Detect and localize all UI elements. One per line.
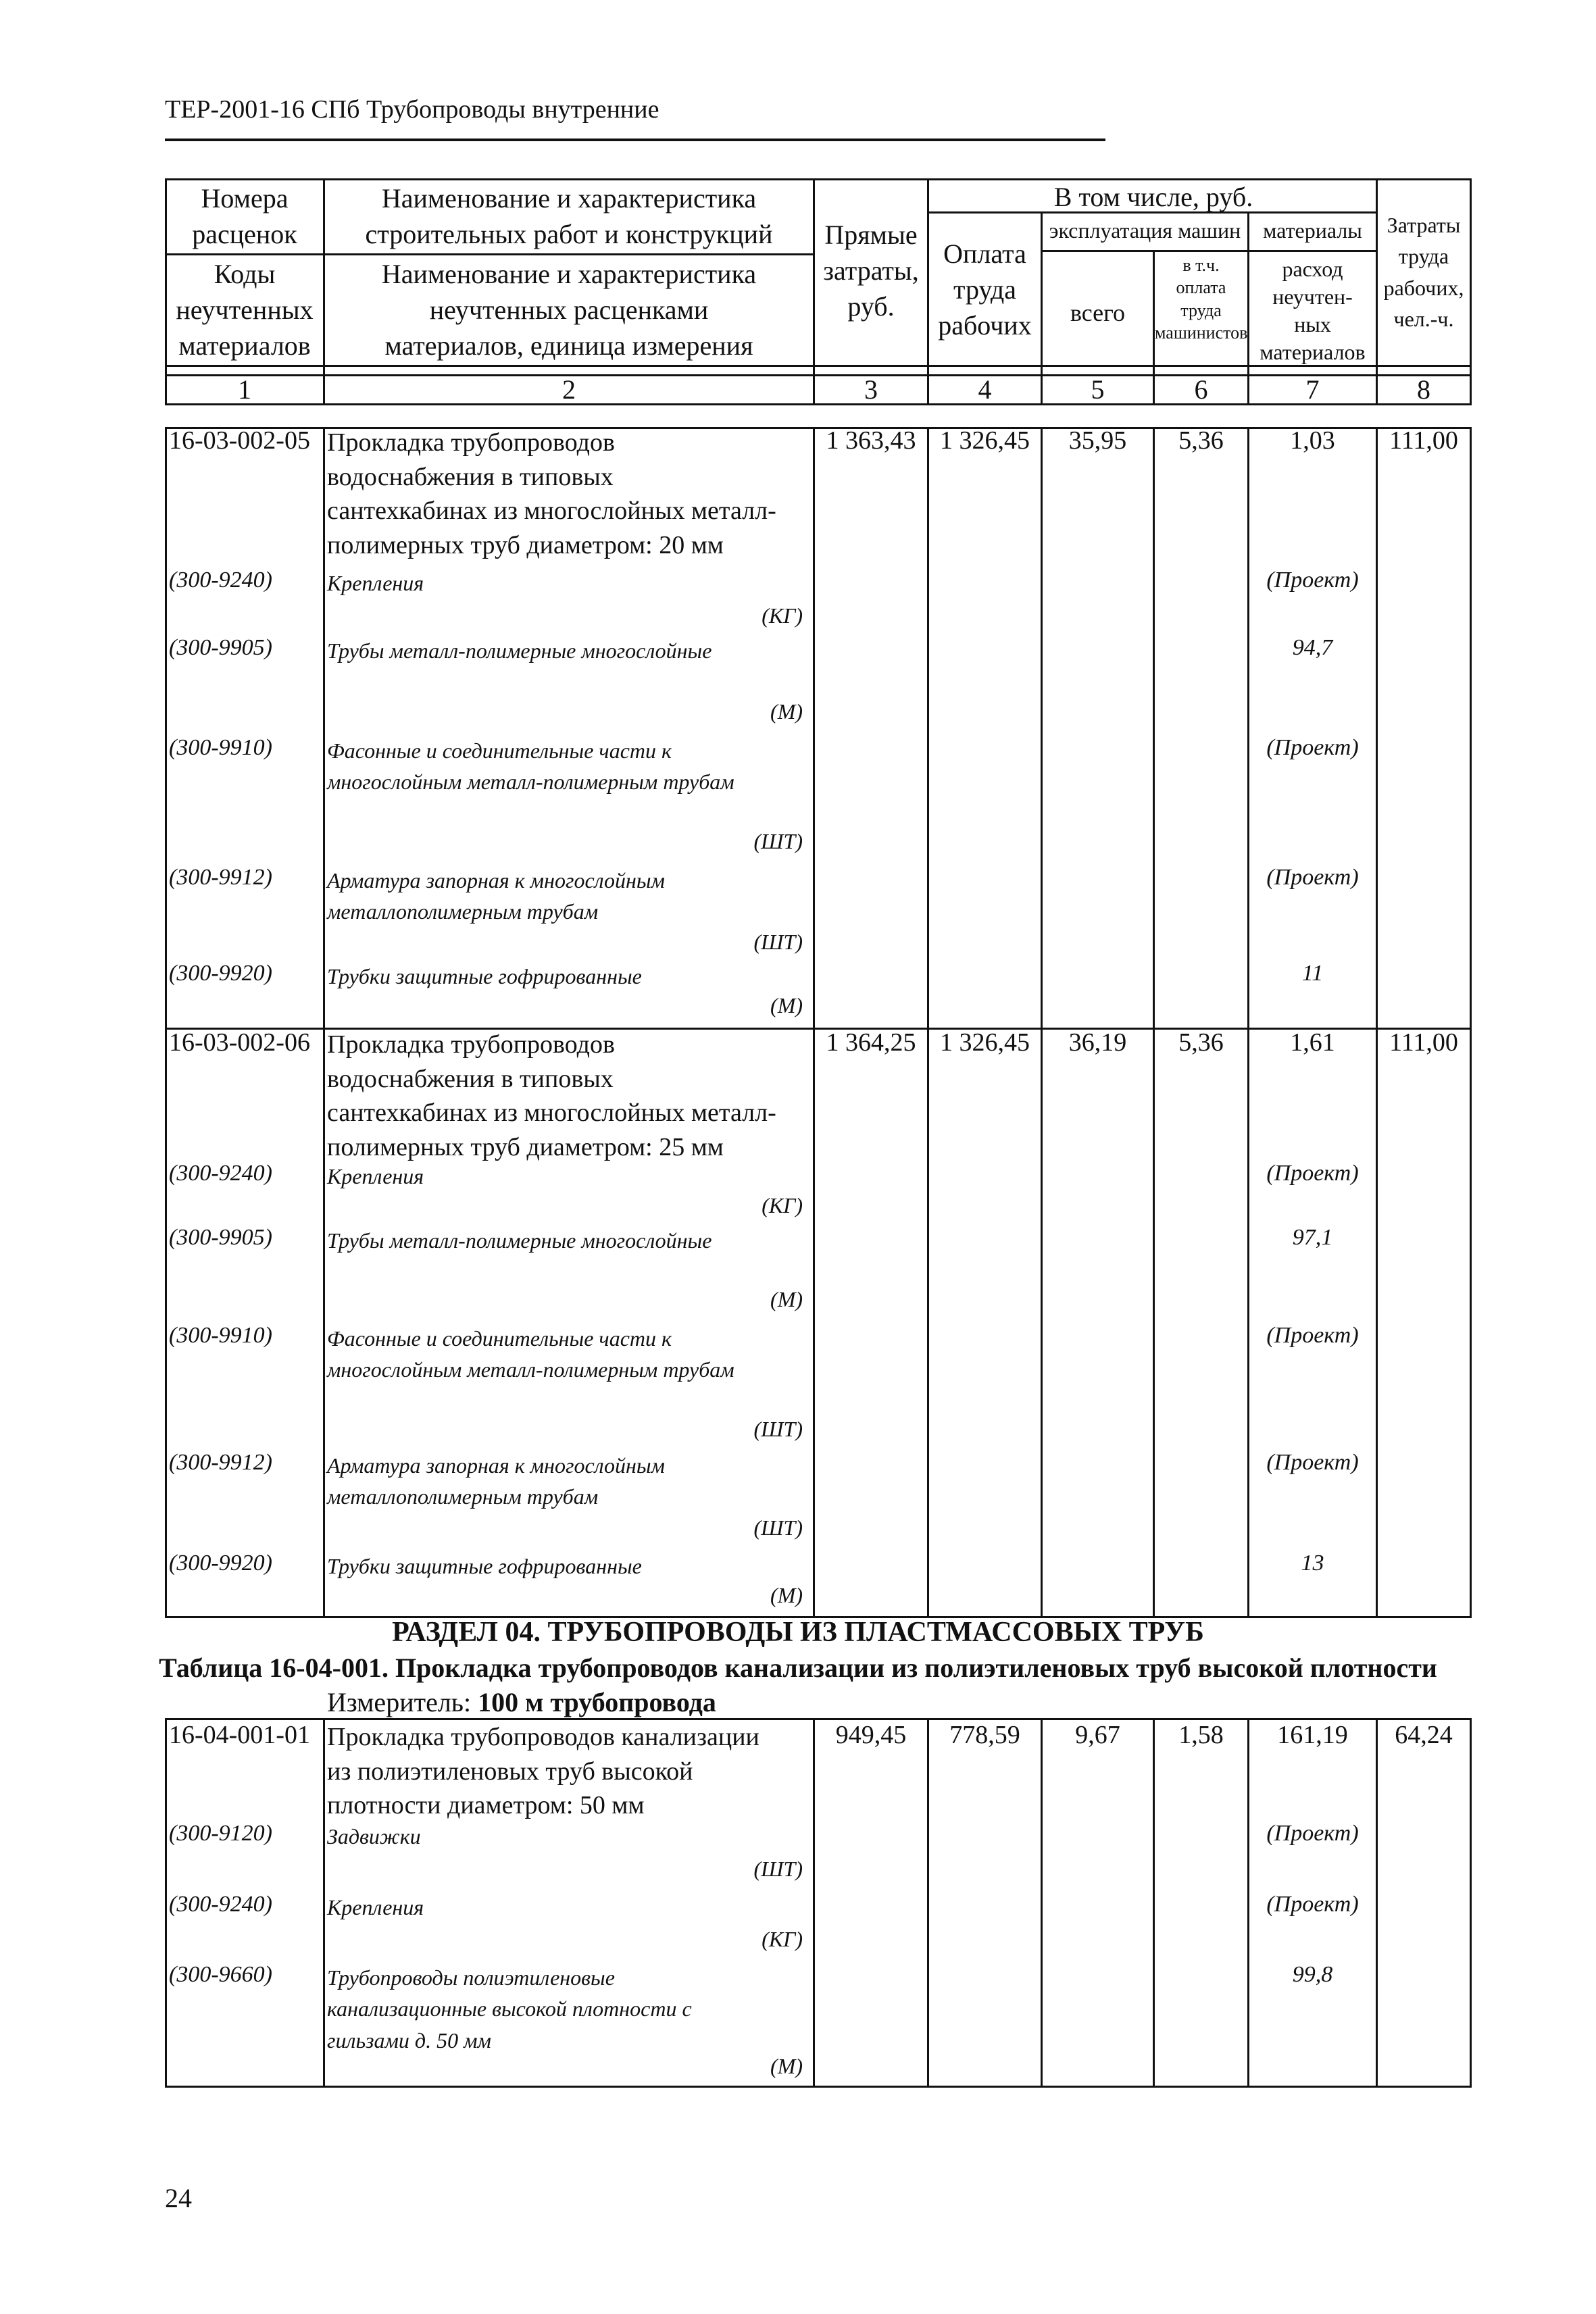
material-unit: (ШТ)	[753, 930, 803, 954]
rate-code: 16-03-002-06	[169, 1028, 310, 1057]
labor-pay: 1 326,45	[940, 426, 1030, 455]
block1-vline-6	[1247, 427, 1249, 1617]
section-title: РАЗДЕЛ 04. ТРУБОПРОВОДЫ ИЗ ПЛАСТМАССОВЫХ ТРУБ	[392, 1617, 1204, 1648]
block1-vline-8	[1470, 427, 1472, 1617]
material-consumption: 11	[1301, 961, 1324, 986]
rate-name: Прокладка трубопроводов водоснабжения в типовых сантехкабинах из многослойных металл- полимерных труб диаметром: 20 мм	[327, 428, 776, 559]
col-number-7: 7	[1305, 374, 1320, 405]
machines-total: 36,19	[1068, 1028, 1127, 1057]
col-number-2: 2	[562, 374, 576, 405]
material-consumption: 97,1	[1292, 1225, 1333, 1250]
rate-code: 16-04-001-01	[169, 1721, 310, 1749]
labor-hours: 111,00	[1389, 426, 1458, 455]
col-number-6: 6	[1194, 374, 1208, 405]
material-unit: (КГ)	[762, 1927, 803, 1951]
material-code: (300-9910)	[169, 735, 272, 760]
page-number: 24	[165, 2183, 192, 2213]
material-code: (300-9240)	[169, 568, 272, 593]
block2-vline-8	[1470, 1718, 1472, 2088]
labor-pay: 778,59	[949, 1721, 1020, 1749]
material-unit: (М)	[770, 2054, 803, 2078]
material-unit: (КГ)	[762, 603, 803, 628]
header-vline-8	[1470, 178, 1472, 405]
rate-name: Прокладка трубопроводов канализации из полиэтиленовых труб высокой плотности диаметром: 50 мм	[327, 1723, 759, 1820]
material-name: Трубы металл-полимерные многослойные	[327, 638, 712, 663]
material-unit: (М)	[770, 699, 803, 724]
block2-vline-7	[1376, 1718, 1378, 2088]
block2-vline-0	[165, 1718, 167, 2088]
material-consumption: 94,7	[1292, 635, 1333, 660]
labor-pay: 1 326,45	[940, 1028, 1030, 1057]
direct-costs: 949,45	[835, 1721, 907, 1749]
block1-vline-3	[927, 427, 929, 1617]
material-code: (300-9920)	[169, 961, 272, 986]
material-code: (300-9912)	[169, 865, 272, 890]
material-code: (300-9905)	[169, 1225, 272, 1250]
material-unit: (М)	[770, 1583, 803, 1607]
material-name: Трубопроводы полиэтиленовые канализационные высокой плотности с гильзами д. 50 мм	[327, 1965, 692, 2053]
material-name: Фасонные и соединительные части к многослойным металл-полимерным трубам	[327, 1326, 734, 1382]
material-name: Фасонные и соединительные части к многослойным металл-полимерным трубам	[327, 738, 734, 795]
block1-vline-1	[323, 427, 325, 1617]
direct-costs: 1 363,43	[826, 426, 916, 455]
material-code: (300-9905)	[169, 635, 272, 660]
machinists-pay: 5,36	[1178, 1028, 1224, 1057]
block2-vline-4	[1041, 1718, 1043, 2088]
col-number-8: 8	[1417, 374, 1430, 405]
material-unit: (ШТ)	[753, 829, 803, 853]
head-col2-top: Наименование и характеристика строительных работ и конструкций	[365, 183, 773, 249]
head-group: В том числе, руб.	[1053, 182, 1253, 212]
block1-vline-4	[1041, 427, 1043, 1617]
head-col8: Затраты труда рабочих, чел.-ч.	[1383, 213, 1464, 332]
labor-hours: 111,00	[1389, 1028, 1458, 1057]
material-consumption: (Проект)	[1266, 568, 1359, 593]
material-consumption: 13	[1301, 1551, 1324, 1576]
header-col2-divider	[324, 253, 814, 255]
head-col5: всего	[1070, 299, 1126, 326]
head-col4: Оплата труда рабочих	[938, 238, 1032, 341]
meter-label: Измеритель:	[327, 1687, 472, 1717]
head-col1-top: Номера расценок	[192, 183, 297, 249]
material-code: (300-9120)	[169, 1821, 272, 1846]
material-consumption: (Проект)	[1266, 865, 1359, 890]
material-consumption: (Проект)	[1266, 1821, 1359, 1846]
table-title: Таблица 16-04-001. Прокладка трубопроводов канализации из полиэтиленовых труб высокой плотности	[159, 1653, 1437, 1683]
materials-cost: 1,61	[1290, 1028, 1335, 1057]
header-col1-divider	[165, 253, 324, 255]
materials-cost: 161,19	[1277, 1721, 1348, 1749]
col-number-1: 1	[238, 374, 251, 405]
header-rule	[165, 139, 1105, 141]
head-machines: эксплуатация машин	[1049, 218, 1241, 243]
material-unit: (КГ)	[762, 1193, 803, 1217]
col-number-4: 4	[978, 374, 992, 405]
machinists-pay: 1,58	[1178, 1721, 1224, 1749]
material-code: (300-9910)	[169, 1323, 272, 1348]
header-sub-divider	[1042, 250, 1377, 252]
block1-vline-0	[165, 427, 167, 1617]
meter-line	[327, 1686, 716, 1718]
machines-total: 9,67	[1075, 1721, 1120, 1749]
document-running-title: ТЕР-2001-16 СПб Трубопроводы внутренние	[165, 95, 659, 124]
block1-vline-5	[1153, 427, 1155, 1617]
block2-vline-1	[323, 1718, 325, 2088]
block2-vline-3	[927, 1718, 929, 2088]
material-code: (300-9240)	[169, 1161, 272, 1186]
material-code: (300-9920)	[169, 1551, 272, 1576]
machines-total: 35,95	[1068, 426, 1127, 455]
material-name: Арматура запорная к многослойным металлополимерным трубам	[327, 1453, 665, 1509]
material-consumption: (Проект)	[1266, 1892, 1359, 1917]
head-col6: в т.ч. оплата труда машинистов	[1155, 255, 1248, 343]
block1-vline-2	[813, 427, 815, 1617]
material-name: Трубки защитные гофрированные	[327, 964, 642, 988]
material-code: (300-9240)	[169, 1892, 272, 1917]
material-unit: (М)	[770, 1287, 803, 1311]
head-col3: Прямые затраты, руб.	[823, 220, 919, 322]
material-unit: (М)	[770, 993, 803, 1017]
block1-vline-7	[1376, 427, 1378, 1617]
material-consumption: (Проект)	[1266, 735, 1359, 760]
block2-vline-5	[1153, 1718, 1155, 2088]
material-consumption: (Проект)	[1266, 1161, 1359, 1186]
material-name: Трубки защитные гофрированные	[327, 1554, 642, 1578]
material-name: Арматура запорная к многослойным металлополимерным трубам	[327, 868, 665, 924]
meter-value: 100 м трубопровода	[478, 1687, 716, 1717]
material-code: (300-9912)	[169, 1450, 272, 1475]
head-col7: расход неучтен- ных материалов	[1260, 257, 1366, 364]
material-name: Трубы металл-полимерные многослойные	[327, 1228, 712, 1253]
machinists-pay: 5,36	[1178, 426, 1224, 455]
materials-cost: 1,03	[1290, 426, 1335, 455]
material-name: Крепления	[327, 571, 424, 595]
col-number-3: 3	[864, 374, 878, 405]
material-name: Крепления	[327, 1164, 424, 1188]
material-unit: (ШТ)	[753, 1417, 803, 1441]
material-consumption: (Проект)	[1266, 1450, 1359, 1475]
head-materials: материалы	[1263, 218, 1362, 243]
col-number-5: 5	[1091, 374, 1105, 405]
block2-bottom-border	[165, 2086, 1472, 2088]
material-unit: (ШТ)	[753, 1857, 803, 1881]
material-name: Крепления	[327, 1895, 424, 1919]
material-name: Задвижки	[327, 1824, 421, 1848]
labor-hours: 64,24	[1395, 1721, 1453, 1749]
rate-name: Прокладка трубопроводов водоснабжения в типовых сантехкабинах из многослойных металл- полимерных труб диаметром: 25 мм	[327, 1030, 776, 1161]
material-unit: (ШТ)	[753, 1515, 803, 1540]
direct-costs: 1 364,25	[826, 1028, 916, 1057]
head-col1-bottom: Коды неучтенных материалов	[176, 259, 314, 361]
material-code: (300-9660)	[169, 1962, 272, 1987]
rate-code: 16-03-002-05	[169, 426, 310, 455]
material-consumption: (Проект)	[1266, 1323, 1359, 1348]
material-consumption: 99,8	[1292, 1962, 1333, 1987]
head-col2-bottom: Наименование и характеристика неучтенных расценками материалов, единица измерения	[381, 259, 757, 361]
